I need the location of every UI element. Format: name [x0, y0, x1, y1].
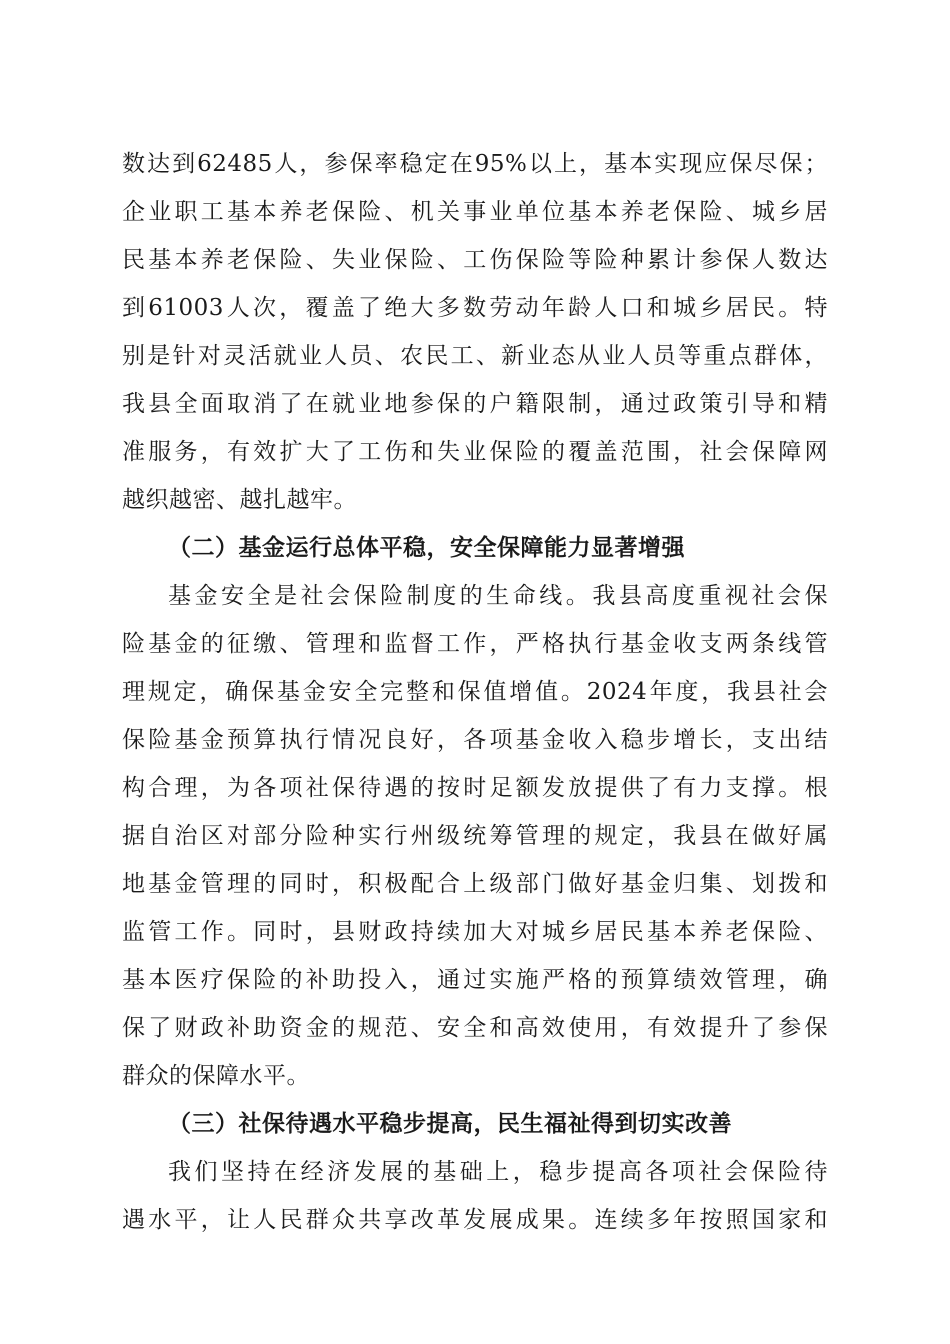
text-line: 民基本养老保险、失业保险、工伤保险等险种累计参保人数达: [122, 247, 828, 273]
text-line: 据自治区对部分险种实行州级统筹管理的规定，我县在做好属: [122, 823, 828, 849]
text-line: 险基金的征缴、管理和监督工作，严格执行基金收支两条线管: [122, 631, 828, 657]
paragraph-benefits: [122, 1148, 828, 1244]
text-line: 到61003人次，覆盖了绝大多数劳动年龄人口和城乡居民。特: [122, 295, 828, 321]
document-body: [122, 140, 828, 1244]
text-line: 基本医疗保险的补助投入，通过实施严格的预算绩效管理，确: [122, 967, 828, 993]
text-line: 数达到62485人，参保率稳定在95%以上，基本实现应保尽保；: [122, 151, 828, 177]
section-heading-3: [122, 1100, 828, 1148]
text-line: 遇水平，让人民群众共享改革发展成果。连续多年按照国家和: [122, 1207, 828, 1233]
text-line: 地基金管理的同时，积极配合上级部门做好基金归集、划拨和: [122, 871, 828, 897]
text-line: 我县全面取消了在就业地参保的户籍限制，通过政策引导和精: [122, 391, 828, 417]
text-line: 群众的保障水平。: [122, 1063, 310, 1089]
section-heading-2: [122, 524, 828, 572]
text-line: 监管工作。同时，县财政持续加大对城乡居民基本养老保险、: [122, 919, 828, 945]
text-line: 基金安全是社会保险制度的生命线。我县高度重视社会保: [168, 583, 828, 609]
text-line: 越织越密、越扎越牢。: [122, 487, 357, 513]
heading-text: （三）社保待遇水平稳步提高，民生福祉得到切实改善: [168, 1110, 732, 1137]
text-line: 保险基金预算执行情况良好，各项基金收入稳步增长，支出结: [122, 727, 828, 753]
paragraph-coverage: [122, 140, 828, 524]
text-line: 保了财政补助资金的规范、安全和高效使用，有效提升了参保: [122, 1015, 828, 1041]
text-line: 企业职工基本养老保险、机关事业单位基本养老保险、城乡居: [122, 199, 828, 225]
text-line: 我们坚持在经济发展的基础上，稳步提高各项社会保险待: [168, 1159, 828, 1185]
paragraph-fund-safety: [122, 572, 828, 1100]
text-line: 准服务，有效扩大了工伤和失业保险的覆盖范围，社会保障网: [122, 439, 828, 465]
text-line: 构合理，为各项社保待遇的按时足额发放提供了有力支撑。根: [122, 775, 828, 801]
heading-text: （二）基金运行总体平稳，安全保障能力显著增强: [168, 534, 685, 561]
text-line: 理规定，确保基金安全完整和保值增值。2024年度，我县社会: [122, 679, 828, 705]
text-line: 别是针对灵活就业人员、农民工、新业态从业人员等重点群体，: [122, 343, 828, 369]
